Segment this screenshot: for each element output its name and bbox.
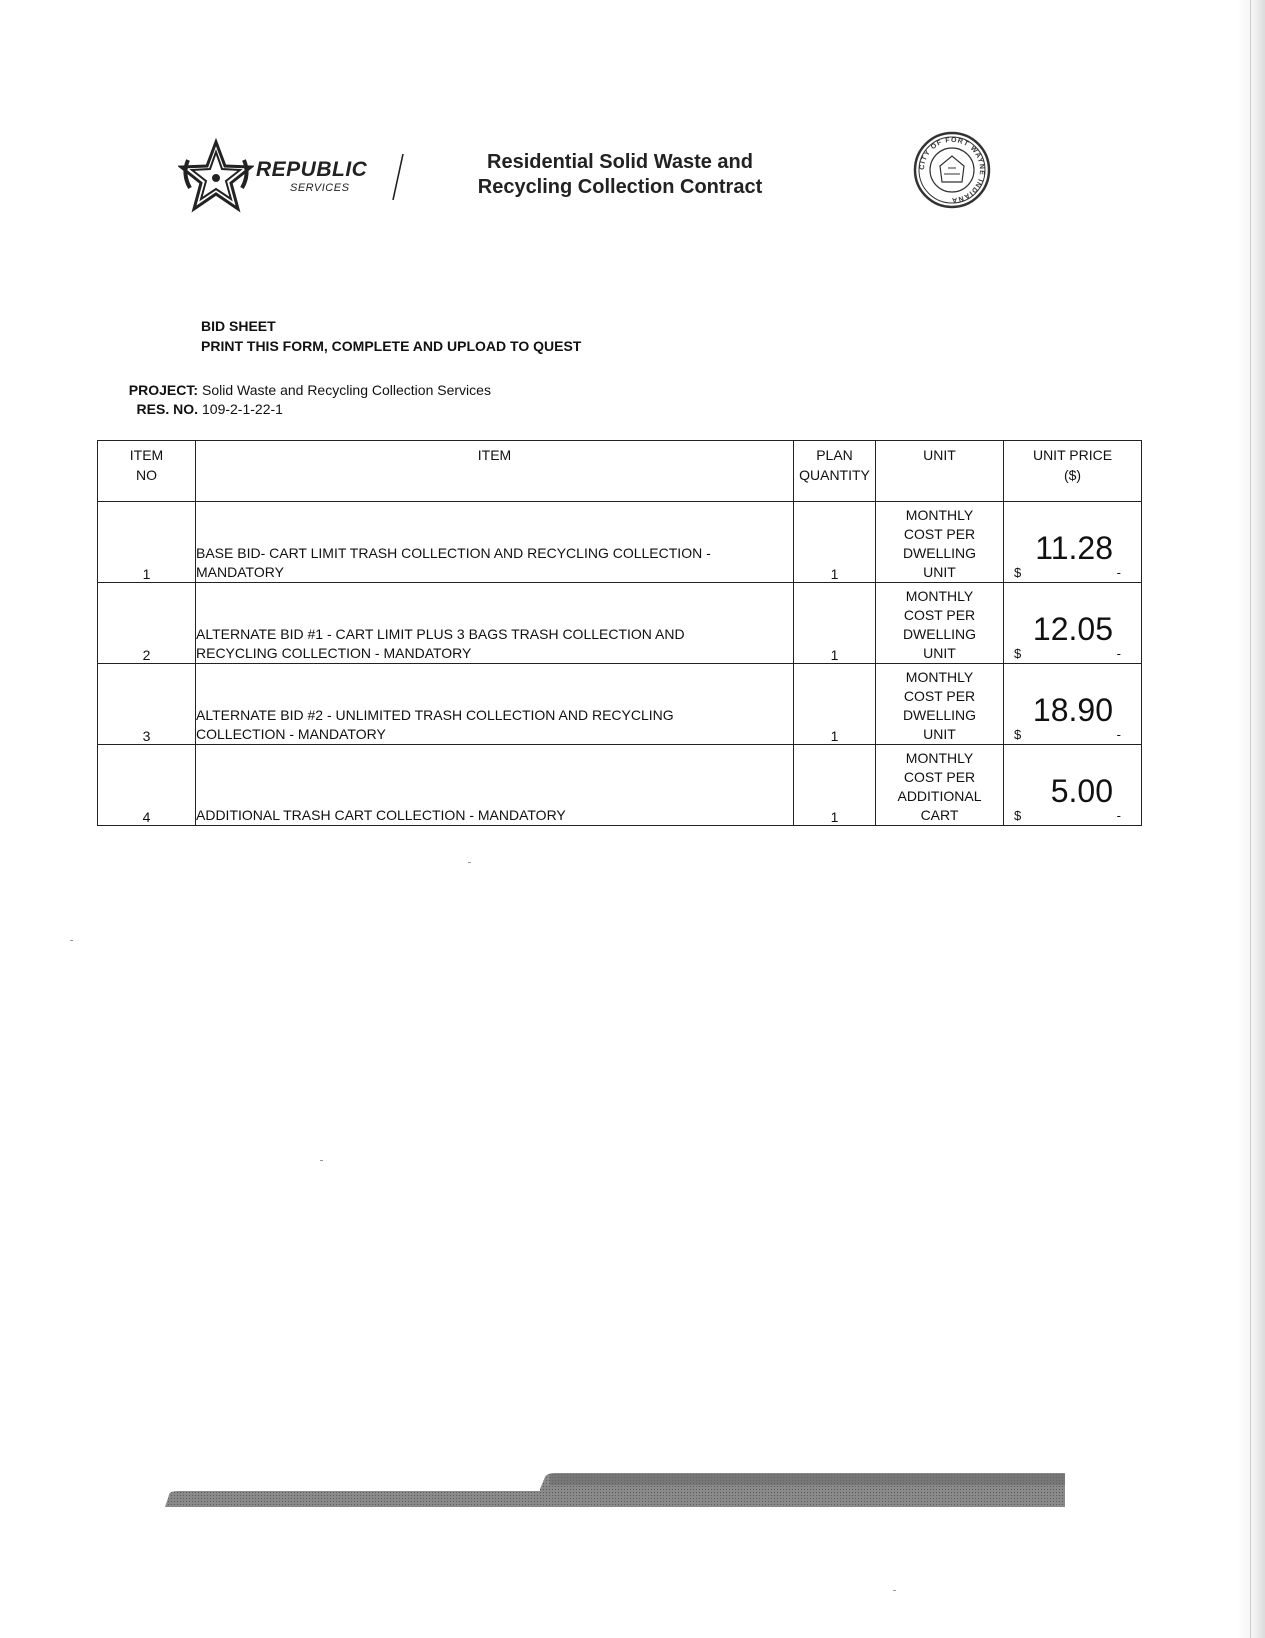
- price-dash: -: [1116, 646, 1121, 661]
- row-item-no: 3: [98, 664, 196, 745]
- row-unit: MONTHLY COST PER ADDITIONAL CART: [876, 745, 1004, 826]
- unit-price-value: 11.28: [1035, 530, 1113, 566]
- scan-speck: [320, 1160, 323, 1161]
- price-dash: -: [1116, 565, 1121, 580]
- row-unit: MONTHLY COST PER DWELLING UNIT: [876, 583, 1004, 664]
- price-dash: -: [1116, 808, 1121, 823]
- row-unit-price: [1004, 664, 1142, 745]
- unit-price-value: 5.00: [1050, 773, 1113, 809]
- project-info: [116, 381, 491, 419]
- price-dash: -: [1116, 727, 1121, 742]
- row-unit-price: [1004, 502, 1142, 583]
- row-description: BASE BID- CART LIMIT TRASH COLLECTION AND RECYCLING COLLECTION - MANDATORY: [196, 502, 794, 583]
- scanner-artifact-bar: [165, 1471, 1065, 1509]
- scan-edge-shadow: [1237, 0, 1265, 1638]
- header-item: ITEM: [196, 441, 794, 502]
- header-unit: UNIT: [876, 441, 1004, 502]
- unit-price-value: 12.05: [1032, 611, 1113, 647]
- scan-speck: [893, 1590, 896, 1591]
- row-plan-quantity: 1: [794, 502, 876, 583]
- row-unit: MONTHLY COST PER DWELLING UNIT: [876, 664, 1004, 745]
- row-item-no: 1: [98, 502, 196, 583]
- currency-symbol: $: [1014, 646, 1022, 661]
- table-row: [98, 745, 1142, 826]
- table-row: [98, 664, 1142, 745]
- table-row: [98, 502, 1142, 583]
- scan-speck: [70, 940, 73, 941]
- city-seal: [912, 130, 992, 210]
- table-row: [98, 583, 1142, 664]
- project-label: PROJECT:: [128, 382, 198, 398]
- row-description: ALTERNATE BID #2 - UNLIMITED TRASH COLLECTION AND RECYCLING COLLECTION - MANDATORY: [196, 664, 794, 745]
- republic-services-logo: [178, 138, 418, 218]
- project-value: Solid Waste and Recycling Collection Services: [202, 382, 491, 398]
- unit-price-value: 18.90: [1032, 692, 1113, 728]
- scan-edge-line: [1250, 0, 1251, 1638]
- row-description: ADDITIONAL TRASH CART COLLECTION - MANDATORY: [196, 745, 794, 826]
- row-unit: MONTHLY COST PER DWELLING UNIT: [876, 502, 1004, 583]
- scan-speck: [468, 862, 471, 863]
- logo-wordmark: REPUBLIC: [256, 158, 368, 181]
- res-no-label: RES. NO.: [136, 401, 198, 417]
- row-description: ALTERNATE BID #1 - CART LIMIT PLUS 3 BAGS TRASH COLLECTION AND RECYCLING COLLECTION - MANDATORY: [196, 583, 794, 664]
- currency-symbol: $: [1014, 727, 1022, 742]
- row-plan-quantity: 1: [794, 664, 876, 745]
- republic-star-icon: [178, 138, 254, 214]
- row-item-no: 2: [98, 583, 196, 664]
- res-no-value: 109-2-1-22-1: [202, 401, 283, 417]
- bid-sheet-heading: [201, 316, 581, 356]
- header-item-no: ITEM NO: [98, 441, 196, 502]
- row-plan-quantity: 1: [794, 745, 876, 826]
- bid-table: [97, 440, 1142, 826]
- seal-text: CITY OF FORT WAYNE INDIANA: [918, 136, 986, 204]
- document-title: [460, 150, 780, 200]
- row-unit-price: [1004, 745, 1142, 826]
- header-plan-quantity: PLAN QUANTITY: [794, 441, 876, 502]
- row-unit-price: [1004, 583, 1142, 664]
- header-unit-price: UNIT PRICE ($): [1004, 441, 1142, 502]
- row-plan-quantity: 1: [794, 583, 876, 664]
- logo-subtitle: SERVICES: [290, 182, 350, 194]
- currency-symbol: $: [1014, 565, 1022, 580]
- logo-divider-slash: [390, 152, 406, 202]
- currency-symbol: $: [1014, 808, 1022, 823]
- title-line-2: Recycling Collection Contract: [477, 176, 763, 198]
- row-item-no: 4: [98, 745, 196, 826]
- bid-sheet-instruction: PRINT THIS FORM, COMPLETE AND UPLOAD TO QUEST: [201, 338, 582, 354]
- table-header-row: [98, 441, 1142, 502]
- title-line-1: Residential Solid Waste and: [487, 151, 753, 173]
- bid-sheet-title: BID SHEET: [201, 318, 276, 334]
